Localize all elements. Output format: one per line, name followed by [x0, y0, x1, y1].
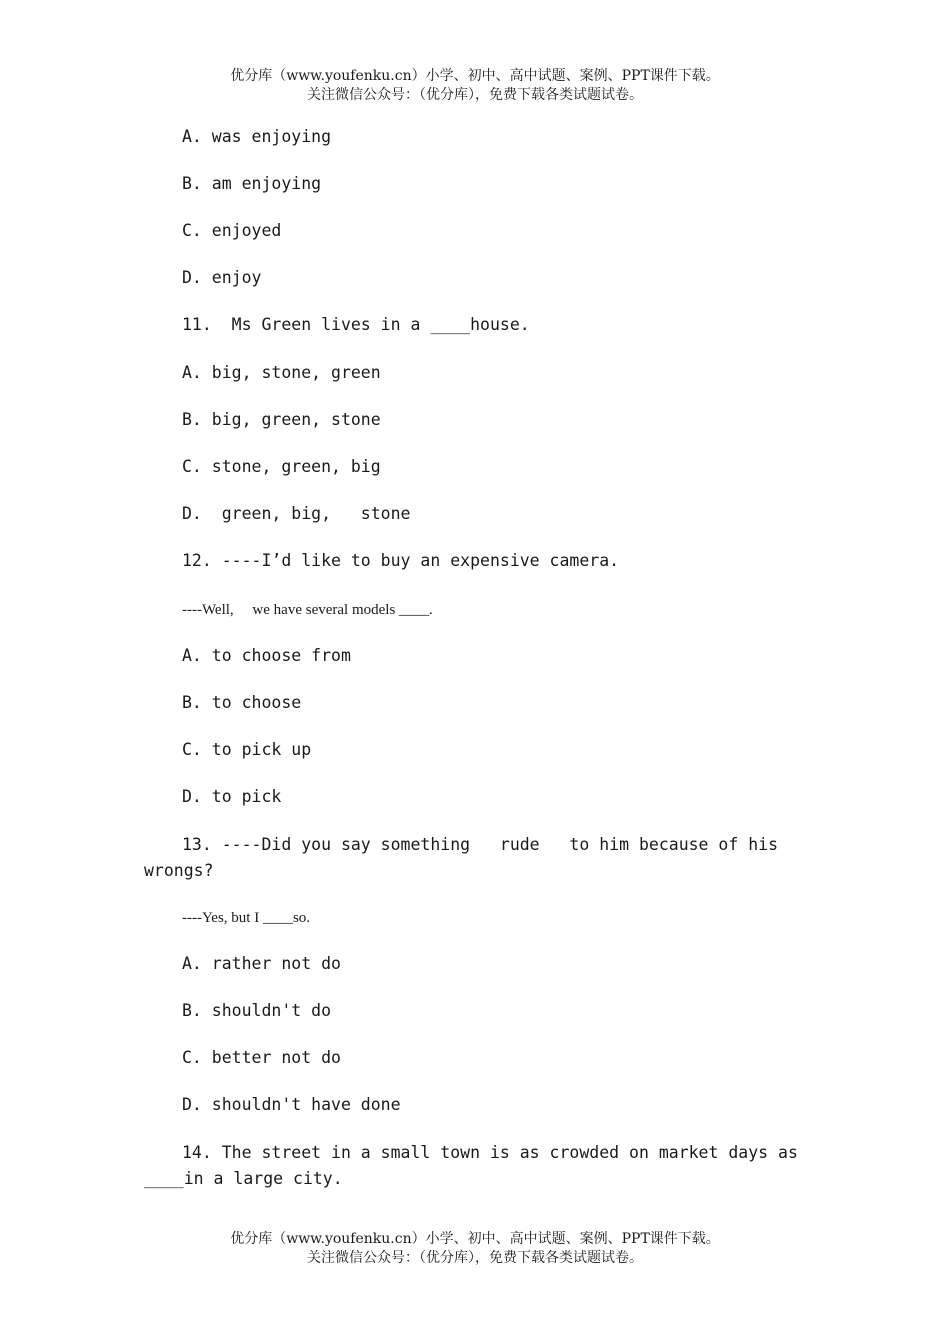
q14-stem: 14. The street in a small town is as crowded on market days as: [182, 1143, 798, 1162]
q11-option-a: A. big, stone, green: [182, 363, 381, 382]
q11-stem: 11. Ms Green lives in a ____house.: [182, 315, 530, 334]
q13-option-c: C. better not do: [182, 1048, 341, 1067]
q12-option-a: A. to choose from: [182, 646, 351, 665]
q13-option-a: A. rather not do: [182, 954, 341, 973]
q13-stem-continuation: wrongs?: [144, 861, 214, 880]
q10-option-a: A. was enjoying: [182, 127, 332, 146]
q12-option-c: C. to pick up: [182, 740, 312, 759]
q11-option-d: D. green, big, stone: [182, 504, 411, 523]
header-line-2: 关注微信公众号：（优分库），免费下载各类试题试卷。: [307, 87, 643, 103]
q10-option-c: C. enjoyed: [182, 221, 282, 240]
q13-option-b: B. shouldn't do: [182, 1001, 332, 1020]
q13-reply: ----Yes, but I ____so.: [182, 910, 311, 926]
header-line-1: 优分库（www.youfenku.cn）小学、初中、高中试题、案例、PPT课件下载。: [230, 68, 720, 84]
q13-stem: 13. ----Did you say something rude to him because of his: [182, 835, 779, 854]
page-footer: [0, 1230, 950, 1268]
footer-line-1: 优分库（www.youfenku.cn）小学、初中、高中试题、案例、PPT课件下载。: [230, 1231, 720, 1247]
q13-option-d: D. shouldn't have done: [182, 1095, 401, 1114]
page-header: [0, 67, 950, 105]
q12-option-d: D. to pick: [182, 787, 282, 806]
q11-option-b: B. big, green, stone: [182, 410, 381, 429]
q12-option-b: B. to choose: [182, 693, 302, 712]
q11-option-c: C. stone, green, big: [182, 457, 381, 476]
q10-option-d: D. enjoy: [182, 268, 262, 287]
q10-option-b: B. am enjoying: [182, 174, 322, 193]
footer-line-2: 关注微信公众号：（优分库），免费下载各类试题试卷。: [307, 1250, 643, 1266]
q12-stem: 12. ----I’d like to buy an expensive camera.: [182, 551, 620, 570]
q14-stem-continuation: ____in a large city.: [144, 1169, 343, 1188]
q12-reply: ----Well, we have several models ____.: [182, 602, 433, 618]
